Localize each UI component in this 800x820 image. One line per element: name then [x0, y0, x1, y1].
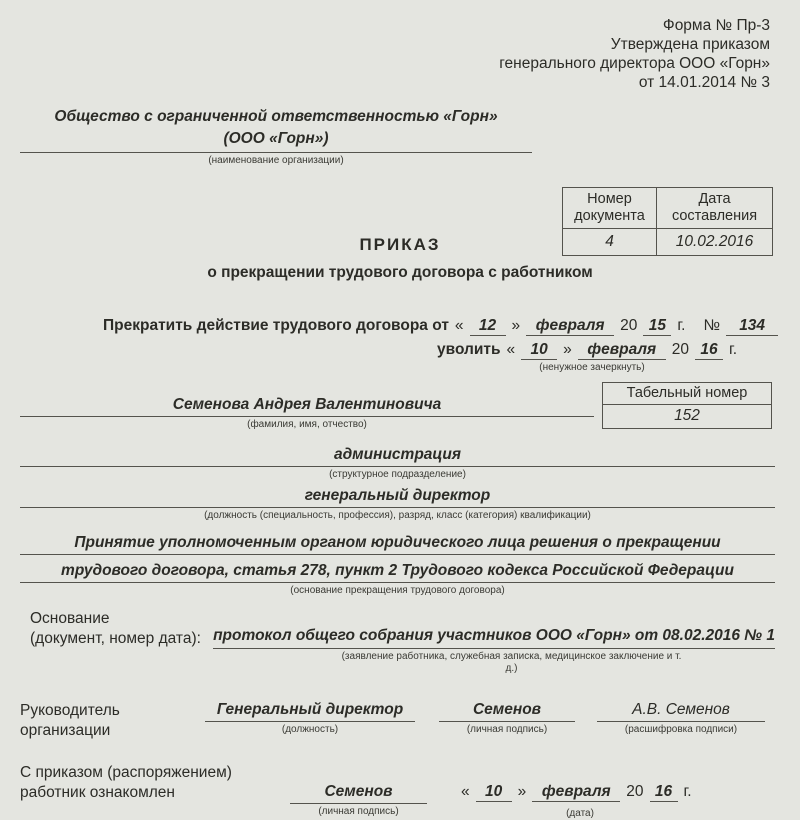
acknowledgement-label: [20, 763, 290, 818]
department-caption: (структурное подразделение): [329, 469, 466, 480]
terminate-number-field: 134: [726, 317, 778, 336]
terminate-day-field: 12: [470, 317, 506, 336]
ack-year-field: 16: [650, 783, 678, 802]
number-sign: №: [703, 317, 721, 334]
ack-month-field: февраля: [532, 783, 620, 802]
organization-block: [20, 106, 532, 167]
basis-label: [30, 609, 213, 649]
reason-line-2: трудового договора, статья 278, пункт 2 Трудового кодекса Российской Федерации: [20, 562, 775, 583]
quote-close: »: [517, 783, 527, 800]
quote-close: »: [511, 317, 521, 334]
dismiss-month-field: февраля: [578, 341, 666, 360]
head-name-column: [597, 701, 765, 741]
document-subtitle: о прекращении трудового договора с работником: [207, 264, 593, 281]
reason-caption: (основание прекращения трудового договора): [290, 585, 505, 596]
department-value: администрация: [20, 446, 775, 467]
employee-name: Семенова Андрея Валентиновича: [20, 396, 594, 417]
quote-open: «: [461, 783, 470, 800]
head-name-value: А.В. Семенов: [597, 701, 765, 722]
doc-number-header: Номер документа: [563, 188, 657, 229]
doc-date-header: Дата составления: [657, 188, 773, 229]
employee-name-row: [0, 382, 800, 440]
terminate-line: [103, 317, 800, 336]
head-sign-column: [439, 701, 575, 741]
ack-label-line-2: работник ознакомлен: [20, 784, 175, 801]
dismiss-year-suffix: г.: [729, 341, 738, 358]
head-position-column: [205, 701, 415, 741]
organization-name-full: Общество с ограниченной ответственностью «Горн»: [54, 108, 498, 125]
ack-day-field: 10: [476, 783, 512, 802]
head-sign-value: Семенов: [439, 701, 575, 722]
dismiss-line: [437, 341, 800, 360]
ack-label-line-1: С приказом (распоряжением): [20, 764, 232, 781]
position-field: [20, 487, 775, 522]
dismiss-label: уволить: [437, 341, 501, 358]
form-ref-line-3: генерального директора ООО «Горн»: [499, 55, 770, 72]
ack-sign-column: [290, 763, 427, 818]
personnel-number-value: 152: [674, 407, 700, 424]
head-position-caption: (должность): [281, 724, 339, 735]
organization-name-short: (ООО «Горн»): [223, 130, 329, 147]
quote-open: «: [506, 341, 516, 358]
ack-sign-caption: (личная подпись): [318, 806, 399, 817]
head-label-line-1: Руководитель: [20, 702, 120, 719]
position-caption: (должность (специальность, профессия), разряд, класс (категория) квалификации): [204, 510, 591, 521]
form-ref-line-4: от 14.01.2014 № 3: [638, 74, 770, 91]
basis-value: протокол общего собрания участников ООО «Горн» от 08.02.2016 № 1: [213, 627, 775, 649]
employee-name-field: [20, 396, 594, 431]
doc-number-value: 4: [563, 229, 657, 256]
title-row: [0, 183, 800, 261]
basis-label-line-2: (документ, номер дата):: [30, 630, 201, 647]
acknowledgement-row: [20, 763, 775, 818]
terminate-year-prefix: 20: [620, 317, 638, 334]
ack-date-group: [461, 763, 692, 818]
quote-close: »: [563, 341, 572, 358]
form-reference-block: [0, 16, 800, 92]
terminate-label: Прекратить действие трудового договора от: [103, 317, 449, 334]
position-value: генеральный директор: [20, 487, 775, 508]
head-name-caption: (расшифровка подписи): [624, 724, 738, 735]
reason-line-1: Принятие уполномоченным органом юридического лица решения о прекращении: [20, 534, 775, 555]
ack-year-suffix: г.: [683, 783, 692, 800]
basis-row: [30, 609, 775, 649]
head-signature-label: [20, 701, 205, 741]
organization-caption: (наименование организации): [208, 155, 344, 166]
ack-sign-value: Семенов: [290, 783, 427, 804]
head-label-line-2: организации: [20, 722, 111, 739]
ack-year-prefix: 20: [626, 783, 644, 800]
personnel-number-box: [602, 382, 772, 429]
department-field: [20, 446, 775, 481]
terminate-year-suffix: г.: [677, 317, 686, 334]
form-ref-line-2: Утверждена приказом: [610, 36, 770, 53]
document-title: ПРИКАЗ: [359, 235, 441, 254]
personnel-number-header: Табельный номер: [603, 383, 771, 405]
dismiss-year-prefix: 20: [671, 341, 690, 358]
basis-label-line-1: Основание: [30, 610, 110, 627]
dismiss-year-field: 16: [695, 341, 723, 360]
termination-reason-field: [20, 534, 775, 597]
doc-date-value: 10.02.2016: [657, 229, 773, 256]
dismiss-caption: (ненужное зачеркнуть): [539, 362, 645, 373]
form-ref-line-1: Форма № Пр-3: [662, 17, 770, 34]
ack-date-caption: (дата): [566, 808, 594, 819]
head-position-value: Генеральный директор: [205, 701, 415, 722]
employee-name-caption: (фамилия, имя, отчество): [247, 419, 367, 430]
dismiss-day-field: 10: [521, 341, 557, 360]
quote-open: «: [454, 317, 464, 334]
basis-caption: (заявление работника, служебная записка, медицинское заключение и т. д.): [341, 651, 682, 674]
terminate-year-field: 15: [643, 317, 671, 336]
document-number-table: [562, 187, 773, 256]
terminate-month-field: февраля: [526, 317, 614, 336]
head-signature-row: [20, 701, 775, 741]
head-sign-caption: (личная подпись): [466, 724, 548, 735]
